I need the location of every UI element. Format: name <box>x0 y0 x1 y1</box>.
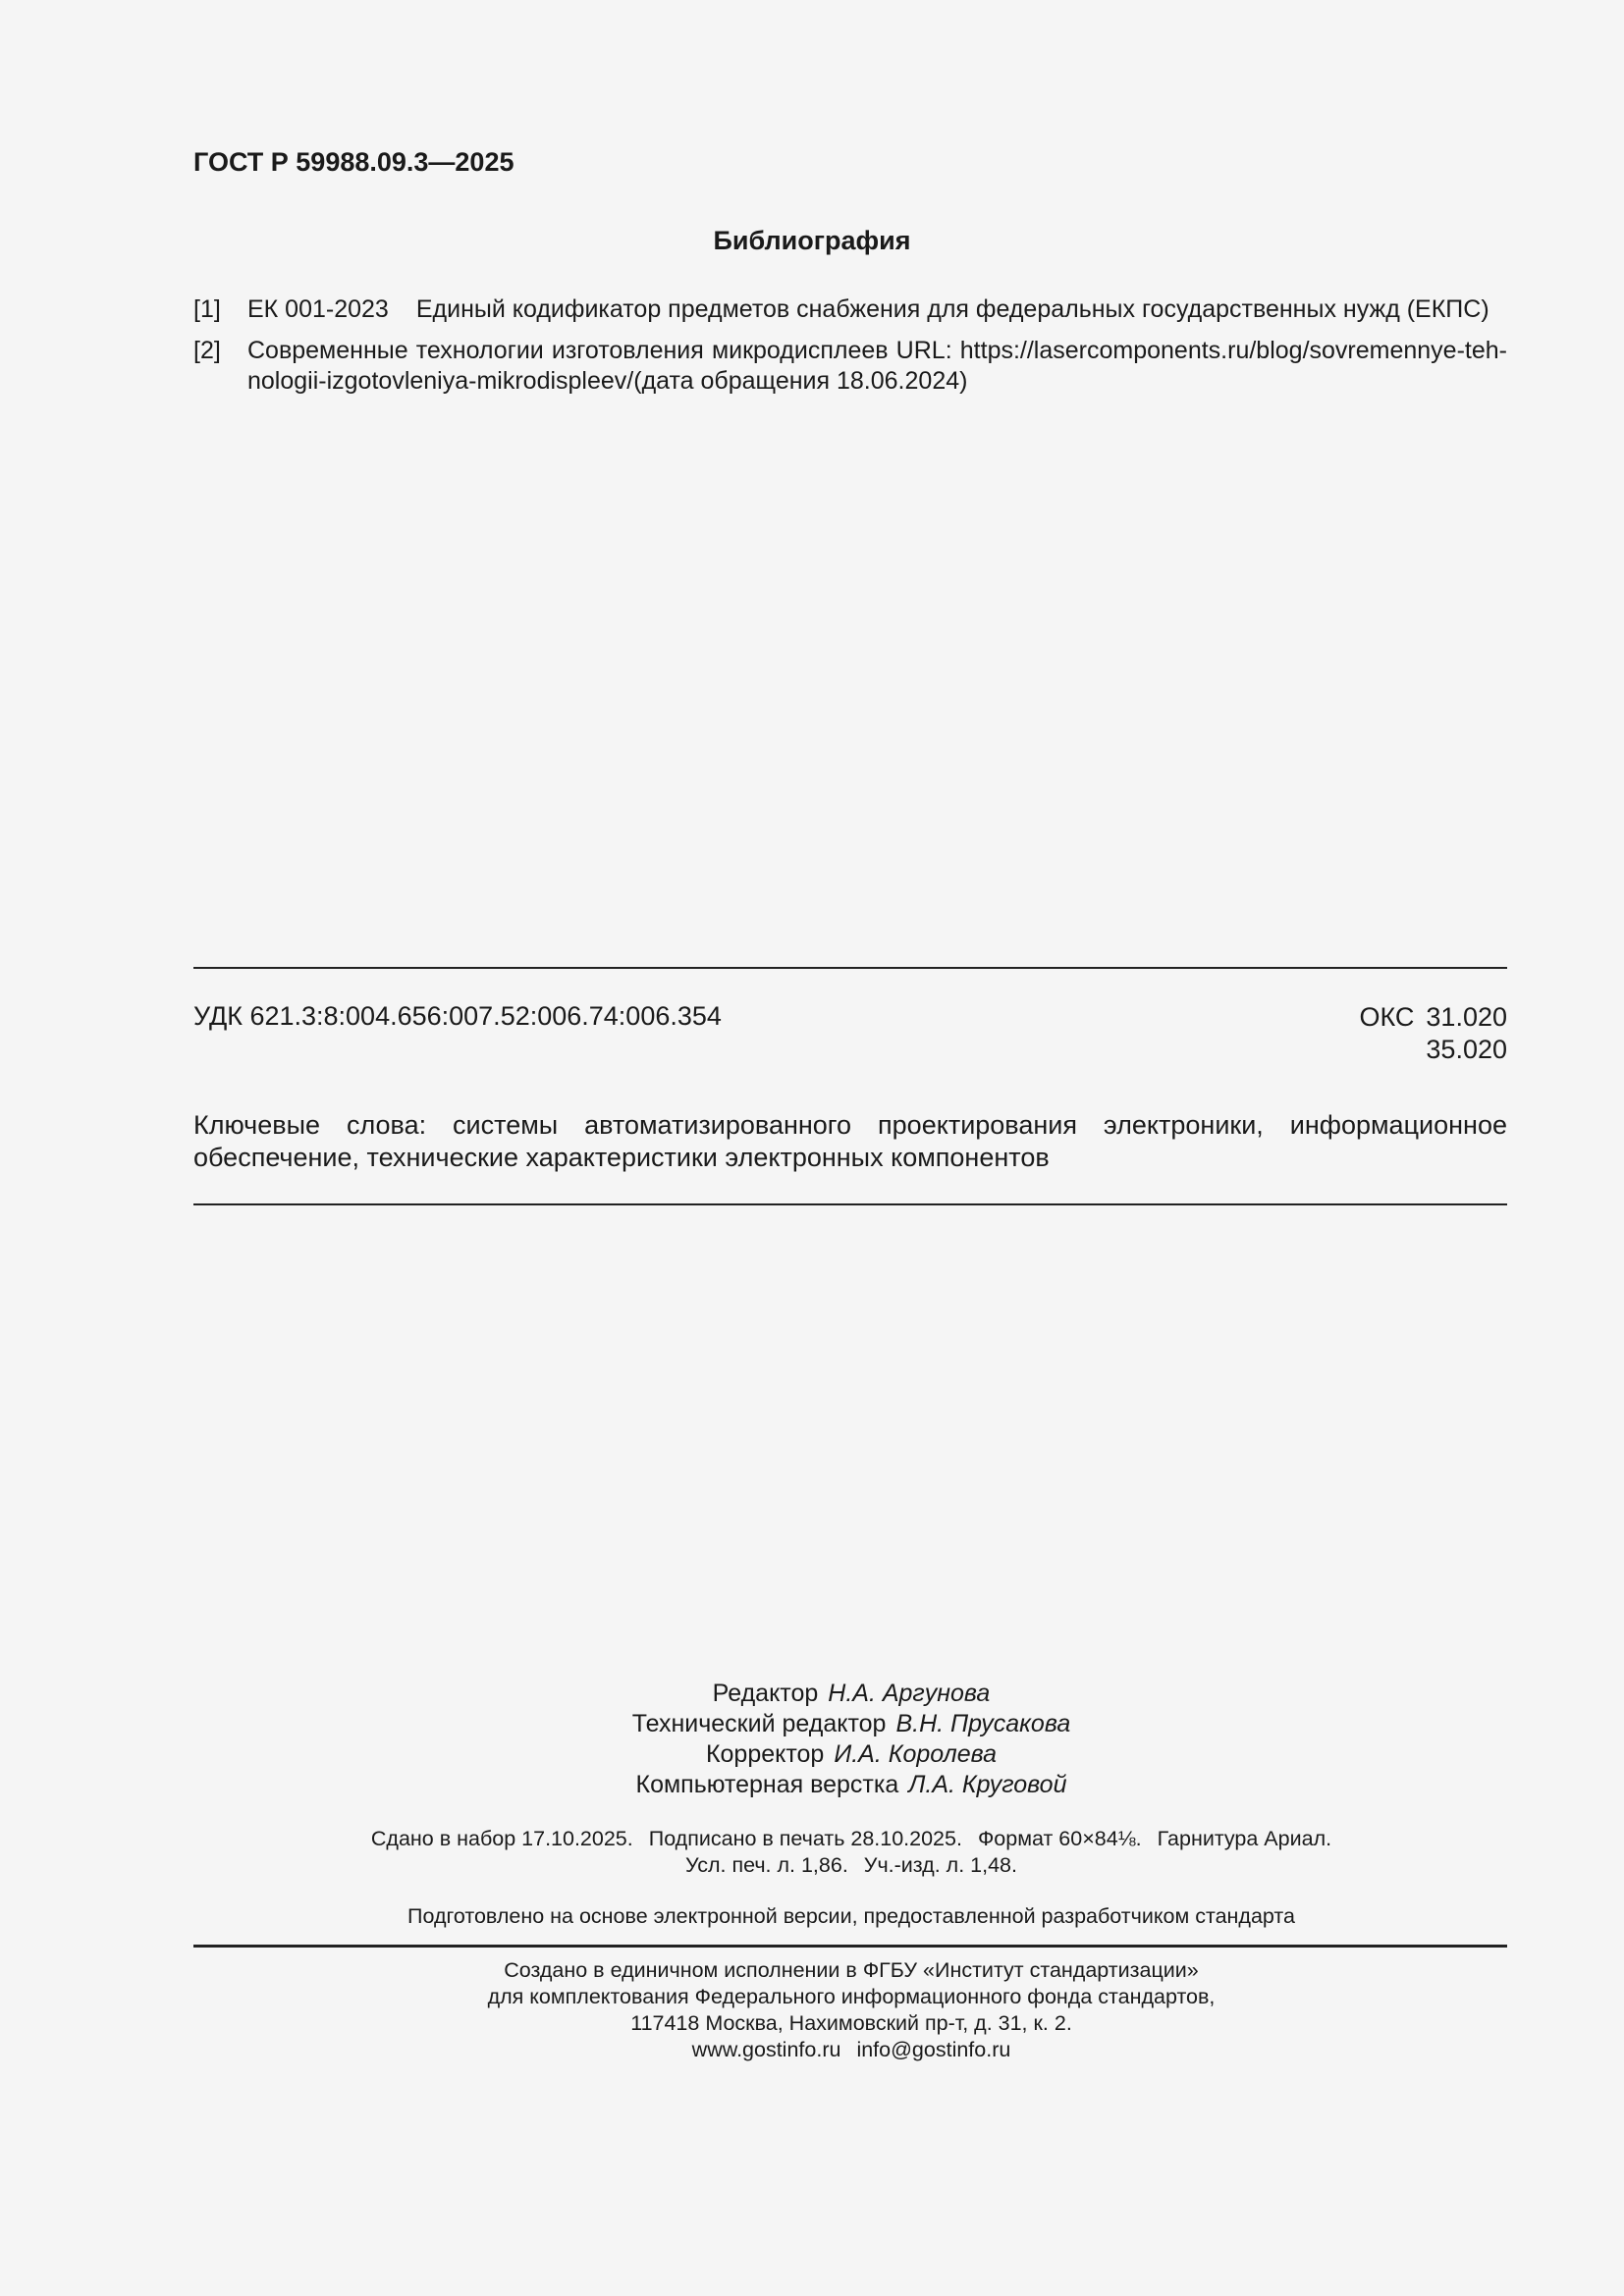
entry-text: Современные технологии изготовления микродисплеев URL: https://lasercomponents.ru/blog/sovremennye-teh-nologii-izgotovleniya-mikrodispleev/(дата обращения 18.06.2024) <box>247 337 1507 395</box>
oks-codes <box>1359 1001 1507 1066</box>
udk-code: УДК 621.3:8:004.656:007.52:006.74:006.354 <box>193 1001 722 1031</box>
oks-code: 31.020 <box>1426 1002 1507 1032</box>
credit-line <box>0 1679 1624 1709</box>
credit-role: Корректор <box>705 1740 825 1768</box>
publisher-address: 117418 Москва, Нахимовский пр-т, д. 31, к. 2. <box>630 2011 1072 2035</box>
credit-name: Н.А. Аргунова <box>828 1680 991 1707</box>
publisher-email: info@gostinfo.ru <box>856 2038 1011 2061</box>
entry-text: Единый кодификатор предметов снабжения для федеральных государственных нужд (ЕКПС) <box>415 295 1489 323</box>
print-sheets: Усл. печ. л. 1,86. <box>684 1853 848 1877</box>
keywords: Ключевые слова: системы автоматизированного проектирования электроники, информационное обеспечение, технические характеристики электронных компонентов <box>193 1110 1507 1172</box>
credit-name: И.А. Королева <box>834 1740 998 1768</box>
credit-line <box>0 1709 1624 1739</box>
credit-name: Л.А. Круговой <box>908 1771 1067 1798</box>
signed-date: Подписано в печать 28.10.2025. <box>648 1827 962 1850</box>
credit-role: Редактор <box>712 1680 819 1707</box>
entry-number: [2] <box>193 337 221 364</box>
typeface: Гарнитура Ариал. <box>1157 1827 1332 1850</box>
top-divider <box>193 967 1507 969</box>
paper-format: Формат 60×84⅛. <box>977 1827 1142 1850</box>
oks-label: ОКС <box>1359 1002 1415 1032</box>
credit-role: Компьютерная верстка <box>635 1771 899 1798</box>
publisher-divider <box>193 1945 1507 1948</box>
credit-role: Технический редактор <box>631 1710 887 1737</box>
publisher-line: для комплектования Федерального информационного фонда стандартов, <box>487 1985 1216 2008</box>
oks-code: 35.020 <box>1426 1035 1507 1064</box>
credits-block <box>0 1679 1624 1800</box>
publisher-line: Создано в единичном исполнении в ФГБУ «Институт стандартизации» <box>504 1958 1199 1982</box>
print-info <box>0 1826 1624 1879</box>
document-code: ГОСТ Р 59988.09.3—2025 <box>193 147 514 177</box>
credit-line <box>0 1739 1624 1770</box>
publisher-website: www.gostinfo.ru <box>691 2038 841 2061</box>
bibliography-entry <box>193 336 1507 397</box>
bibliography-entry <box>193 294 1507 325</box>
edition-sheets: Уч.-изд. л. 1,48. <box>863 1853 1017 1877</box>
credit-name: В.Н. Прусакова <box>895 1710 1071 1737</box>
entry-number: [1] <box>193 295 221 323</box>
publisher-info <box>0 1957 1624 2063</box>
bottom-divider <box>193 1203 1507 1205</box>
entry-code: ЕК 001-2023 <box>247 295 389 323</box>
prepared-note: Подготовлено на основе электронной версии, предоставленной разработчиком стандарта <box>407 1904 1295 1928</box>
submitted-date: Сдано в набор 17.10.2025. <box>370 1827 633 1850</box>
credit-line <box>0 1770 1624 1800</box>
bibliography-title: Библиография <box>713 226 911 255</box>
